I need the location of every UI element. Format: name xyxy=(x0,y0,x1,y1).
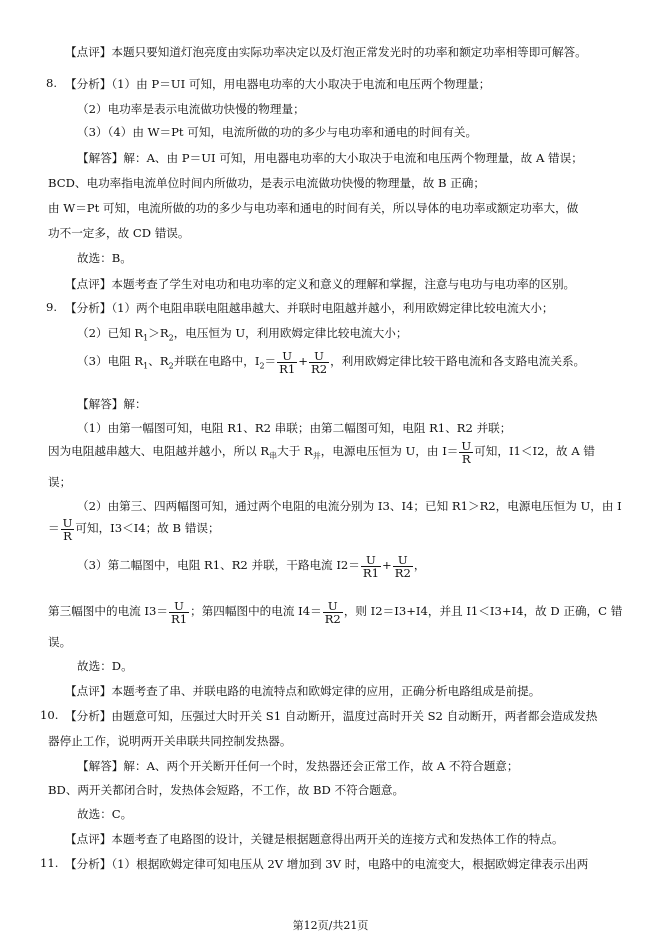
answer-line: 误。 xyxy=(48,635,72,649)
answer-line: 【解答】解：A、由 P＝UI 可知，用电器电功率的大小取决于电流和电压两个物理量，故 A 错误； xyxy=(77,151,583,165)
analysis-line: 器停止工作，说明两开关串联共同控制发热器。 xyxy=(48,734,292,748)
fraction-u-r1: $\frac{U}{R1}$ xyxy=(362,552,379,580)
answer-heading: 【解答】解： xyxy=(77,397,147,411)
answer-formula-line: 第三幅图中的电流 I3＝ $\frac{U}{R1}$ ；第四幅图中的电流 I4＝ $\frac{U}{R2}$ ，则 I2＝I3+I4，并且 I1＜I3+I4，故 D 正确，C 错 xyxy=(48,598,623,626)
analysis-line: （2）电功率是表示电流做功快慢的物理量； xyxy=(77,102,305,116)
fraction-u-r: $\frac{U}{R}$ xyxy=(62,515,73,543)
answer-formula-line: ＝ $\frac{U}{R}$ 可知，I3＜I4；故 B 错误； xyxy=(48,515,220,543)
comment-line: 【点评】本题考查了电路图的设计，关键是根据题意得出两开关的连接方式和发热体工作的特点。 xyxy=(65,832,564,846)
question-number: 8. xyxy=(46,76,58,90)
analysis-line: 【分析】（1）两个电阻串联电阻越串越大、并联时电阻越并越小，利用欧姆定律比较电流大小； xyxy=(65,301,554,315)
answer-line: 由 W＝Pt 可知，电流所做的功的多少与电功率和通电的时间有关，所以导体的电功率或额定功率大，做 xyxy=(48,201,579,215)
fraction-u-r2: $\frac{U}{R2}$ xyxy=(394,552,411,580)
analysis-line: 【分析】（1）根据欧姆定律可知电压从 2V 增加到 3V 时，电路中的电流变大，根据欧姆定律表示出两 xyxy=(65,857,589,871)
question-number: 9. xyxy=(46,300,58,314)
answer-formula-line: 因为电阻越串越大、电阻越并越小，所以 $R_串$大于 $R_并$，电源电压恒为 U，由 I＝ $\frac{U}{R}$ 可知，I1＜I2，故 A 错 xyxy=(48,438,595,466)
question-number: 10. xyxy=(40,708,59,722)
answer-line: 功不一定多，故 CD 错误。 xyxy=(48,226,190,240)
question-number: 11. xyxy=(40,856,59,870)
comment-line: 【点评】本题考查了学生对电功和电功率的定义和意义的理解和掌握，注意与电功与电功率的区别。 xyxy=(65,277,576,291)
answer-line: （2）由第三、四两幅图可知，通过两个电阻的电流分别为 I3、I4；已知 R1＞R2，电源电压恒为 U，由 I xyxy=(77,499,622,513)
answer-line: （1）由第一幅图可知，电阻 R1、R2 串联；由第二幅图可知，电阻 R1、R2 并联； xyxy=(77,421,512,435)
analysis-line: 【分析】由题意可知，压强过大时开关 S1 自动断开，温度过高时开关 S2 自动断开，两者都会造成发热 xyxy=(65,709,598,723)
comment-line: 【点评】本题考查了串、并联电路的电流特点和欧姆定律的应用，正确分析电路组成是前提。 xyxy=(65,684,541,698)
fraction-u-r: $\frac{U}{R}$ xyxy=(461,438,472,466)
analysis-line: （3）（4）由 W＝Pt 可知，电流所做的功的多少与电功率和通电的时间有关。 xyxy=(77,125,478,139)
analysis-line: 【分析】（1）由 P＝UI 可知，用电器电功率的大小取决于电流和电压两个物理量； xyxy=(65,77,491,91)
page-footer: 第12页/共21页 xyxy=(292,919,369,932)
answer-line: BD、两开关都闭合时，发热体会短路，不工作，故 BD 不符合题意。 xyxy=(48,783,405,797)
answer-line: 【解答】解：A、两个开关断开任何一个时，发热器还会正常工作，故 A 不符合题意； xyxy=(77,759,519,773)
answer-line: 误； xyxy=(48,475,72,489)
fraction-u-r2: $\frac{U}{R2}$ xyxy=(310,348,328,376)
choice-line: 故选：C。 xyxy=(77,807,133,821)
choice-line: 故选：D。 xyxy=(77,659,133,673)
fraction-u-r2: $\frac{U}{R2}$ xyxy=(324,598,341,626)
analysis-formula-line: （3）电阻 $R_1$、$R_2$并联在电路中，$I_2=$ $\frac{U}{R1}$ + $\frac{U}{R2}$ ，利用欧姆定律比较干路电流和各支路电流关系。 xyxy=(77,348,586,376)
fraction-u-r1: $\frac{U}{R1}$ xyxy=(279,348,296,376)
answer-line: BCD、电功率指电流单位时间内所做功，是表示电流做功快慢的物理量，故 B 正确； xyxy=(48,176,485,190)
answer-formula-line: （3）第二幅图中，电阻 R1、R2 并联，干路电流 I2＝ $\frac{U}{R1}$ + $\frac{U}{R2}$ ， xyxy=(77,552,426,580)
fraction-u-r1: $\frac{U}{R1}$ xyxy=(171,598,188,626)
analysis-line: （2）已知 $R_1>R_2$，电压恒为 U，利用欧姆定律比较电流大小； xyxy=(77,326,408,343)
choice-line: 故选：B。 xyxy=(77,251,132,265)
comment-line: 【点评】本题只要知道灯泡亮度由实际功率决定以及灯泡正常发光时的功率和额定功率相等即可解答。 xyxy=(65,45,587,59)
